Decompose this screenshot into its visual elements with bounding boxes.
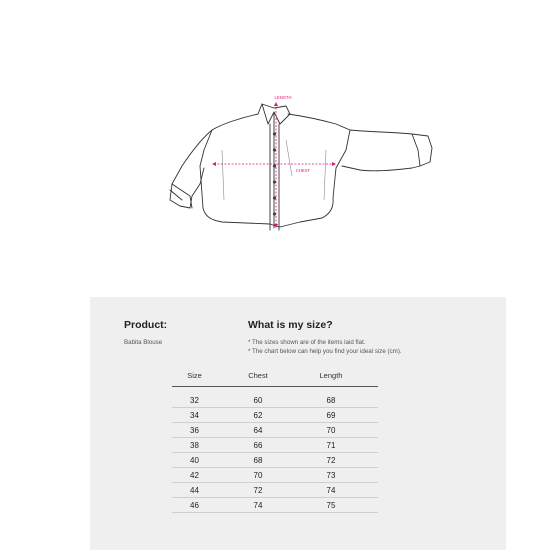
cell-length: 73 xyxy=(326,470,336,480)
cell-size: 34 xyxy=(190,410,199,420)
header-length: Length xyxy=(319,371,343,380)
cell-size: 46 xyxy=(190,500,199,510)
table-row xyxy=(172,423,378,438)
cell-chest: 70 xyxy=(253,470,263,480)
cell-length: 72 xyxy=(326,455,336,465)
table-row xyxy=(172,498,378,513)
header-size: Size xyxy=(187,371,202,380)
size-note-1: * The sizes shown are of the items laid flat. xyxy=(248,339,366,346)
cell-size: 36 xyxy=(190,425,199,435)
table-row xyxy=(172,468,378,483)
blouse-body-outline xyxy=(200,114,350,227)
cell-length: 71 xyxy=(326,440,336,450)
cell-size: 40 xyxy=(190,455,199,465)
cell-chest: 68 xyxy=(253,455,263,465)
cell-length: 68 xyxy=(326,395,336,405)
left-sleeve-outline xyxy=(170,130,212,208)
cell-chest: 64 xyxy=(253,425,263,435)
size-note-2: * The chart below can help you find your ideal size (cm). xyxy=(248,348,402,355)
table-row xyxy=(172,438,378,453)
cell-chest: 60 xyxy=(253,395,263,405)
size-table-header xyxy=(172,371,378,387)
cell-chest: 74 xyxy=(253,500,263,510)
header-chest: Chest xyxy=(248,371,268,380)
size-question-heading: What is my size? xyxy=(248,319,333,331)
blouse-measurement-diagram xyxy=(150,90,440,240)
table-row xyxy=(172,453,378,468)
cell-chest: 66 xyxy=(253,440,263,450)
cell-length: 70 xyxy=(326,425,336,435)
table-row xyxy=(172,408,378,423)
cell-chest: 62 xyxy=(253,410,263,420)
product-name: Babita Blouse xyxy=(124,339,163,346)
cell-chest: 72 xyxy=(253,485,263,495)
cell-size: 32 xyxy=(190,395,199,405)
chest-label: CHEST xyxy=(295,168,311,173)
cell-length: 69 xyxy=(326,410,336,420)
table-row xyxy=(172,483,378,498)
cell-size: 44 xyxy=(190,485,199,495)
size-guide-panel xyxy=(90,297,506,550)
size-chart-table xyxy=(172,371,378,513)
cell-size: 42 xyxy=(190,470,199,480)
cell-length: 75 xyxy=(326,500,336,510)
table-row xyxy=(172,393,378,408)
length-label: LENGTH xyxy=(274,95,292,100)
cell-length: 74 xyxy=(326,485,336,495)
cell-size: 38 xyxy=(190,440,199,450)
product-heading: Product: xyxy=(124,319,168,331)
